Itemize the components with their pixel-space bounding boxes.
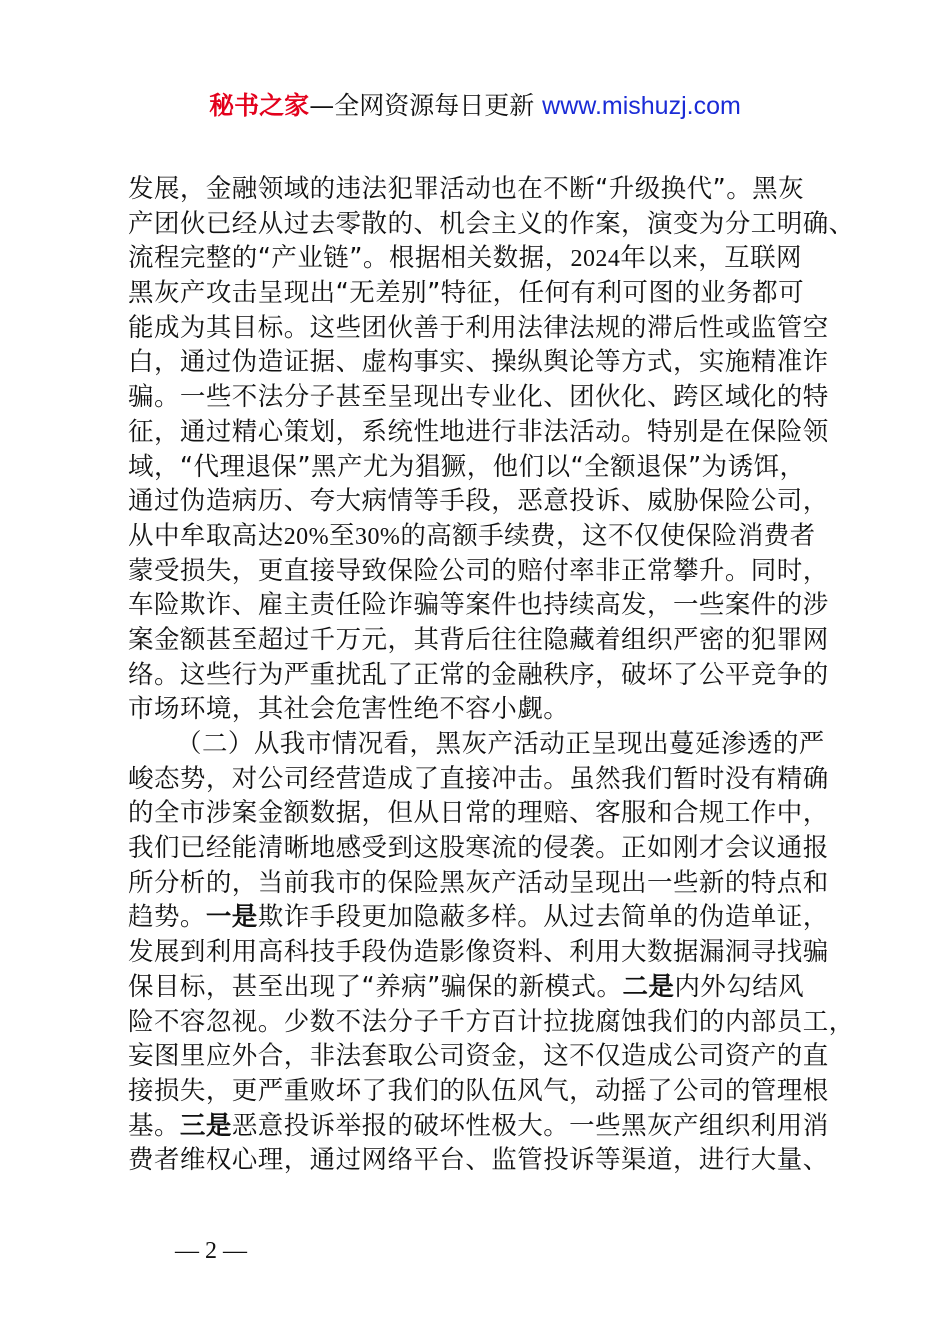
text-line: 趋势。一是欺诈手段更加隐蔽多样。从过去简单的伪造单证， xyxy=(128,902,829,933)
text-line: 我们已经能清晰地感受到这股寒流的侵袭。正如刚才会议通报 xyxy=(128,833,829,864)
header-tagline: —全网资源每日更新 xyxy=(309,91,535,120)
text-line: 案金额甚至超过千万元，其背后往往隐藏着组织严密的犯罪网 xyxy=(128,624,829,655)
text-line: 域，“代理退保”黑产尤为猖獗，他们以“全额退保”为诱饵， xyxy=(128,451,806,482)
point-label: 一是 xyxy=(205,902,258,933)
text-line: 征，通过精心策划，系统性地进行非法活动。特别是在保险领 xyxy=(128,416,829,447)
point-label: 二是 xyxy=(622,971,675,1002)
text-line: 市场环境，其社会危害性绝不容小觑。 xyxy=(128,694,570,725)
text-line: 蒙受损失，更直接导致保险公司的赔付率非正常攀升。同时， xyxy=(128,555,829,586)
text-line: 黑灰产攻击呈现出“无差别”特征，任何有利可图的业务都可 xyxy=(128,278,805,309)
text-line: 所分析的，当前我市的保险黑灰产活动呈现出一些新的特点和 xyxy=(128,867,829,898)
text-line: 白，通过伪造证据、虚构事实、操纵舆论等方式，实施精准诈 xyxy=(128,347,829,378)
text-line: 骗。一些不法分子甚至呈现出专业化、团伙化、跨区域化的特 xyxy=(128,382,829,413)
text-line: 车险欺诈、雇主责任险诈骗等案件也持续高发，一些案件的涉 xyxy=(128,590,829,621)
text-line: 妄图里应外合，非法套取公司资金，这不仅造成公司资产的直 xyxy=(128,1041,829,1072)
section-heading-line: （二）从我市情况看，黑灰产活动正呈现出蔓延渗透的严 xyxy=(176,729,825,759)
brand-name: 秘书之家 xyxy=(209,91,310,120)
text-line: 基。三是恶意投诉举报的破坏性极大。一些黑灰产组织利用消 xyxy=(128,1110,829,1141)
text-line: 发展，金融领域的违法犯罪活动也在不断“升级换代”。黑灰 xyxy=(128,174,805,204)
point-label: 三是 xyxy=(179,1110,232,1141)
text-line: 的全市涉案金额数据，但从日常的理赔、客服和合规工作中， xyxy=(128,798,829,829)
site-header xyxy=(0,86,950,126)
text-line: 通过伪造病历、夸大病情等手段，恶意投诉、威胁保险公司， xyxy=(128,486,829,517)
page-number: — 2 — xyxy=(175,1238,247,1264)
text-line: 产团伙已经从过去零散的、机会主义的作案，演变为分工明确、 xyxy=(128,208,855,239)
text-line: 流程完整的“产业链”。根据相关数据，2024年以来，互联网 xyxy=(128,243,802,274)
text-line: 络。这些行为严重扰乱了正常的金融秩序，破坏了公平竞争的 xyxy=(128,659,829,690)
text-line: 峻态势，对公司经营造成了直接冲击。虽然我们暂时没有精确 xyxy=(128,763,829,794)
text-line: 能成为其目标。这些团伙善于利用法律法规的滞后性或监管空 xyxy=(128,312,829,343)
site-url[interactable]: www.mishuzj.com xyxy=(542,92,741,120)
text-line: 从中牟取高达20%至30%的高额手续费，这不仅使保险消费者 xyxy=(128,520,816,551)
text-line: 接损失，更严重败坏了我们的队伍风气，动摇了公司的管理根 xyxy=(128,1075,829,1106)
text-line: 发展到利用高科技手段伪造影像资料、利用大数据漏洞寻找骗 xyxy=(128,937,829,968)
text-line: 险不容忽视。少数不法分子千方百计拉拢腐蚀我们的内部员工， xyxy=(128,1006,855,1037)
document-body xyxy=(128,172,855,1178)
text-line: 费者维权心理，通过网络平台、监管投诉等渠道，进行大量、 xyxy=(128,1145,829,1176)
text-line: 保目标，甚至出现了“养病”骗保的新模式。二是内外勾结风 xyxy=(128,971,805,1002)
